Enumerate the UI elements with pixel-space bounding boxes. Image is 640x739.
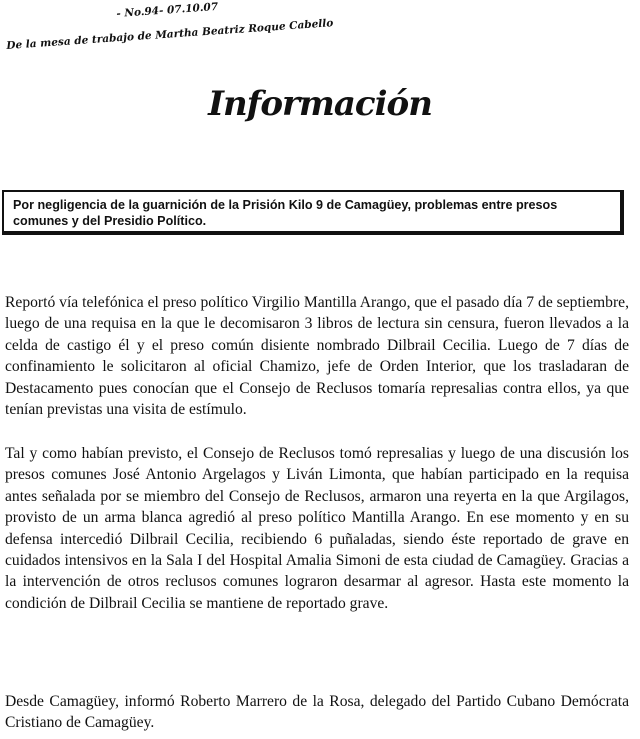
paragraph-signature: Desde Camagüey, informó Roberto Marrero de la Rosa, delegado del Partido Cubano Demócrata Cristiano de Camagüey.	[5, 693, 629, 732]
headline-box	[2, 190, 624, 235]
headline-text: Por negligencia de la guarnición de la Prisión Kilo 9 de Camagüey, problemas entre presos comunes y del Presidio Político.	[13, 198, 558, 228]
paragraph-reprisal: Tal y como habían previsto, el Consejo de Reclusos tomó represalias y luego de una discusión los presos comunes José Antonio Argelagos y Liván Limonta, que habían participado en la requisa antes señalada por se miembro del Consejo de Reclusos, armaron una reyerta en la que Argilagos, provisto de un arma blanca agredió al preso político Mantilla Arango. En ese momento y en su defensa intercedió Dilbrail Cecilia, recibiendo 6 puñaladas, siendo éste reportado de grave en cuidados intensivos en la Sala I del Hospital Amalia Simoni de esta ciudad de Camagüey. Gracias a la intervención de otros reclusos comunes lograron desarmar al agresor. Hasta este momento la condición de Dilbrail Cecilia se mantiene de reportado grave.	[5, 445, 629, 612]
source-note: De la mesa de trabajo de Martha Beatriz Roque Cabello	[6, 17, 334, 52]
document-title: Información	[208, 84, 432, 124]
paragraph-report: Reportó vía telefónica el preso político Virgilio Mantilla Arango, que el pasado día 7 de septiembre, luego de una requisa en la que le decomisaron 3 libros de lectura sin censura, fueron llevados a la celda de castigo él y el preso común disiente nombrado Dilbrail Cecilia. Luego de 7 días de confinamiento le solicitaron al oficial Chamizo, jefe de Orden Interior, que los trasladaran de Destacamento pues conocían que el Consejo de Reclusos tomaría represalias contra ellos, ya que tenían previstas una visita de estímulo.	[5, 294, 629, 419]
document-number-note: - No.94- 07.10.07	[116, 0, 219, 20]
